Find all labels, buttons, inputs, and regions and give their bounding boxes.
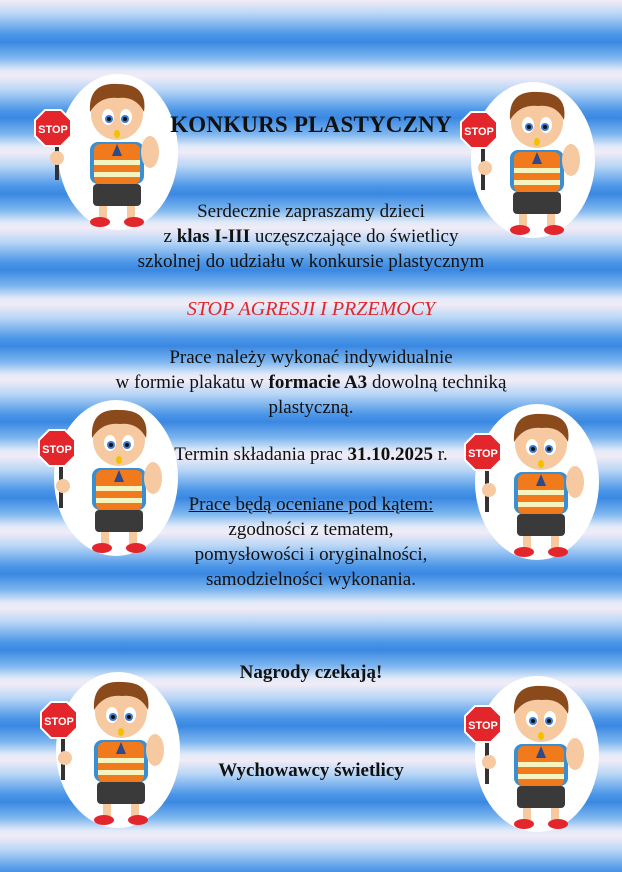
intro-line-2-end: uczęszczające do świetlicy — [250, 226, 459, 247]
boy-with-stop-sign-illustration-bottom-left — [38, 660, 188, 830]
deadline-label: Termin składania prac — [174, 444, 348, 465]
criteria-section — [0, 492, 622, 592]
svg-text:STOP: STOP — [464, 126, 494, 138]
instructions-line-3: plastyczną. — [268, 397, 354, 418]
class-range: klas I-III — [176, 226, 251, 247]
criteria-item: samodzielności wykonania. — [205, 569, 416, 590]
boy-with-stop-sign-icon — [38, 660, 188, 830]
deadline-suffix: r. — [433, 444, 448, 465]
instructions-line-2 — [0, 370, 622, 395]
signature: Wychowawcy świetlicy — [218, 760, 404, 781]
svg-text:STOP: STOP — [468, 720, 498, 732]
boy-with-stop-sign-illustration-bottom-right — [462, 664, 612, 834]
instructions-line-1: Prace należy wykonać indywidualnie — [169, 347, 453, 368]
svg-text:STOP: STOP — [38, 124, 68, 136]
instructions-line-2-end: dowolną techniką — [367, 372, 507, 393]
instructions-line-2-start: w formie plakatu w — [115, 372, 269, 393]
instructions-paragraph — [0, 345, 622, 420]
intro-line-1: Serdecznie zapraszamy dzieci — [197, 201, 425, 222]
intro-line-2 — [0, 224, 622, 249]
svg-text:STOP: STOP — [44, 716, 74, 728]
svg-text:STOP: STOP — [468, 448, 498, 460]
poster-title: KONKURS PLASTYCZNY — [170, 112, 452, 137]
criteria-item: zgodności z tematem, — [228, 519, 394, 540]
prizes-text: Nagrody czekają! — [239, 662, 383, 683]
criteria-item: pomysłowości i oryginalności, — [194, 544, 428, 565]
svg-text:STOP: STOP — [42, 444, 72, 456]
intro-paragraph — [0, 199, 622, 274]
criteria-heading: Prace będą oceniane pod kątem: — [188, 494, 434, 515]
intro-line-3: szkolnej do udziału w konkursie plastycznym — [137, 251, 485, 272]
deadline-line — [0, 442, 622, 467]
deadline-date: 31.10.2025 — [347, 444, 433, 465]
boy-with-stop-sign-icon — [462, 664, 612, 834]
contest-name: STOP AGRESJI I PRZEMOCY — [186, 298, 436, 320]
format-a3: formacie A3 — [268, 372, 368, 393]
intro-line-2-start: z — [163, 226, 177, 247]
